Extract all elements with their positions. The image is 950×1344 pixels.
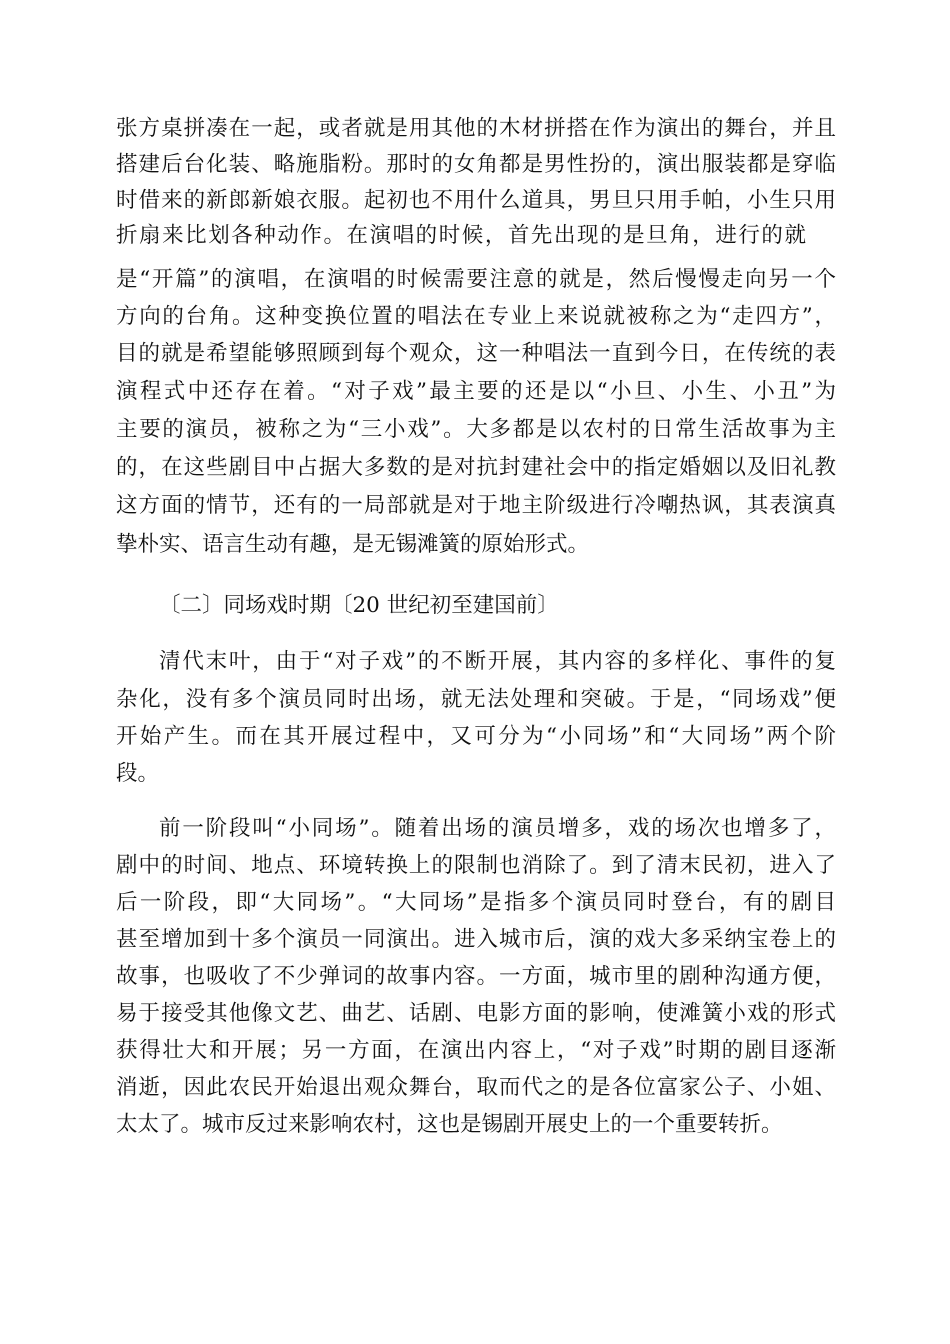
paragraph-3-line-3: 后一阶段，即“大同场”。“大同场”是指多个演员同时登台，有的剧目: [116, 890, 836, 915]
paragraph-1-line-4: 折扇来比划各种动作。在演唱的时候，首先出现的是旦角，进行的就: [116, 223, 806, 248]
paragraph-1-line-9: 主要的演员，被称之为“三小戏”。大多都是以农村的日常生活故事为主: [116, 417, 836, 442]
paragraph-1-line-10: 的，在这些剧目中占据大多数的是对抗封建社会中的指定婚姻以及旧礼教: [116, 455, 836, 480]
section-heading: 〔二〕同场戏时期〔20 世纪初至建国前〕: [159, 593, 559, 618]
paragraph-3-line-9: 太太了。城市反过来影响农村，这也是锡剧开展史上的一个重要转折。: [116, 1112, 783, 1137]
paragraph-1-line-12: 挚朴实、语言生动有趣，是无锡滩簧的原始形式。: [116, 532, 590, 557]
paragraph-2-line-1: 清代末叶，由于“对子戏”的不断开展，其内容的多样化、事件的复: [159, 649, 836, 674]
paragraph-3-line-2: 剧中的时间、地点、环境转换上的限制也消除了。到了清末民初，进入了: [116, 853, 836, 878]
paragraph-1-line-2: 搭建后台化装、略施脂粉。那时的女角都是男性扮的，演出服装都是穿临: [116, 152, 836, 177]
paragraph-1-line-8: 演程式中还存在着。“对子戏”最主要的还是以“小旦、小生、小丑”为: [116, 379, 836, 404]
paragraph-1-line-6: 方向的台角。这种变换位置的唱法在专业上来说就被称之为“走四方”，: [116, 304, 836, 329]
paragraph-1-line-7: 目的就是希望能够照顾到每个观众，这一种唱法一直到今日，在传统的表: [116, 341, 836, 366]
paragraph-3-line-8: 消逝，因此农民开始退出观众舞台，取而代之的是各位富家公子、小姐、: [116, 1075, 836, 1100]
paragraph-3-line-1: 前一阶段叫“小同场”。随着出场的演员增多，戏的场次也增多了，: [159, 816, 836, 841]
paragraph-1-line-3: 时借来的新郎新娘衣服。起初也不用什么道具，男旦只用手帕，小生只用: [116, 188, 836, 213]
paragraph-2-line-2: 杂化，没有多个演员同时出场，就无法处理和突破。于是，“同场戏”便: [116, 687, 836, 712]
paragraph-2-line-3: 开始产生。而在其开展过程中，又可分为“小同场”和“大同场”两个阶: [116, 724, 836, 749]
paragraph-1-line-1: 张方桌拼凑在一起，或者就是用其他的木材拼搭在作为演出的舞台，并且: [116, 116, 836, 141]
paragraph-3-line-4: 甚至增加到十多个演员一同演出。进入城市后，演的戏大多采纳宝卷上的: [116, 927, 836, 952]
paragraph-2-line-4: 段。: [116, 761, 160, 786]
paragraph-3-line-6: 易于接受其他像文艺、曲艺、话剧、电影方面的影响，使滩簧小戏的形式: [116, 1001, 836, 1026]
paragraph-3-line-5: 故事，也吸收了不少弹词的故事内容。一方面，城市里的剧种沟通方便，: [116, 964, 836, 989]
paragraph-3-line-7: 获得壮大和开展；另一方面，在演出内容上，“对子戏”时期的剧目逐渐: [116, 1038, 836, 1063]
paragraph-1-line-11: 这方面的情节，还有的一局部就是对于地主阶级进行冷嘲热讽，其表演真: [116, 493, 836, 518]
paragraph-1-line-5: 是“开篇”的演唱，在演唱的时候需要注意的就是，然后慢慢走向另一个: [116, 267, 836, 292]
